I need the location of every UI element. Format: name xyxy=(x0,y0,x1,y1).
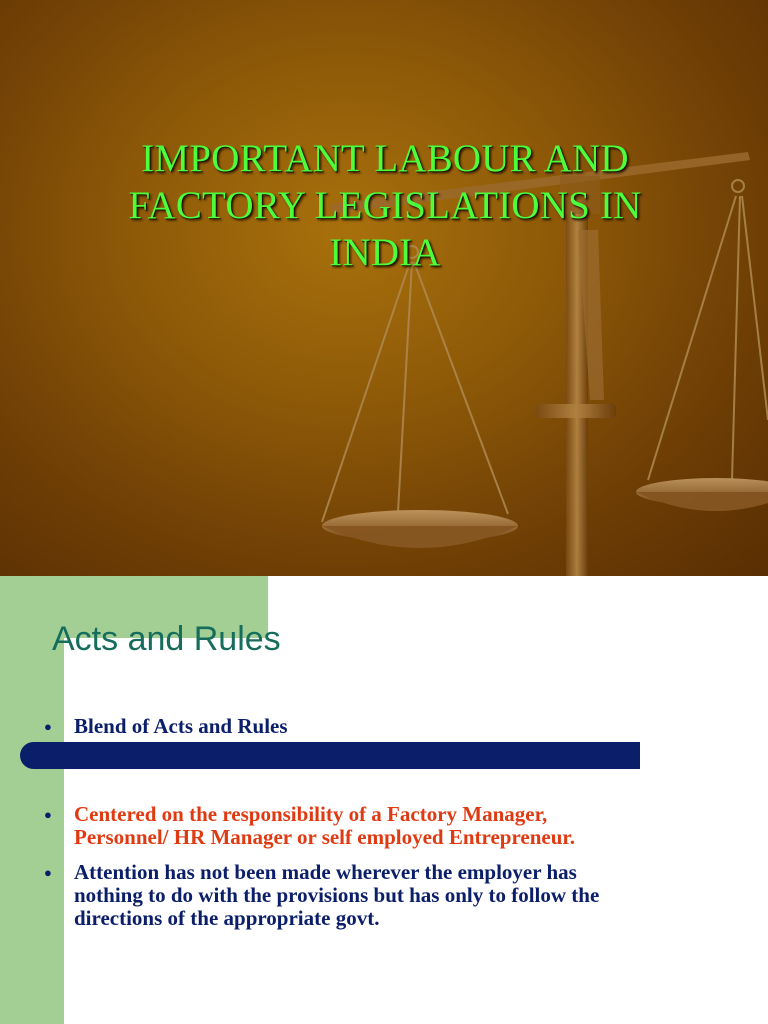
bullet-dot-icon: ● xyxy=(44,719,52,734)
title-line: IMPORTANT LABOUR AND xyxy=(141,137,629,180)
bullet-item xyxy=(44,803,744,849)
divider-bar xyxy=(20,742,640,769)
title-line: INDIA xyxy=(329,230,441,274)
bullet-line: Centered on the responsibility of a Factory Manager, xyxy=(74,802,548,826)
content-slide xyxy=(0,576,768,1024)
bullet-line: Attention has not been made wherever the employer has xyxy=(74,860,577,884)
bullet-line: nothing to do with the provisions but has only to follow the xyxy=(74,883,600,907)
bullet-item xyxy=(44,715,744,738)
slide-heading: Acts and Rules xyxy=(52,620,281,658)
bullet-item xyxy=(44,861,744,930)
bullet-dot-icon: ● xyxy=(44,807,52,822)
bullet-line: Blend of Acts and Rules xyxy=(74,714,288,738)
bullet-text xyxy=(74,803,575,849)
bullet-text xyxy=(74,861,599,930)
slide-title xyxy=(40,136,730,276)
bullet-line: directions of the appropriate govt. xyxy=(74,906,380,930)
bullet-dot-icon: ● xyxy=(44,865,52,880)
title-line: FACTORY LEGISLATIONS IN xyxy=(128,183,642,227)
bullet-line: Personnel/ HR Manager or self employed Entrepreneur. xyxy=(74,825,576,849)
bullet-text xyxy=(74,715,288,738)
